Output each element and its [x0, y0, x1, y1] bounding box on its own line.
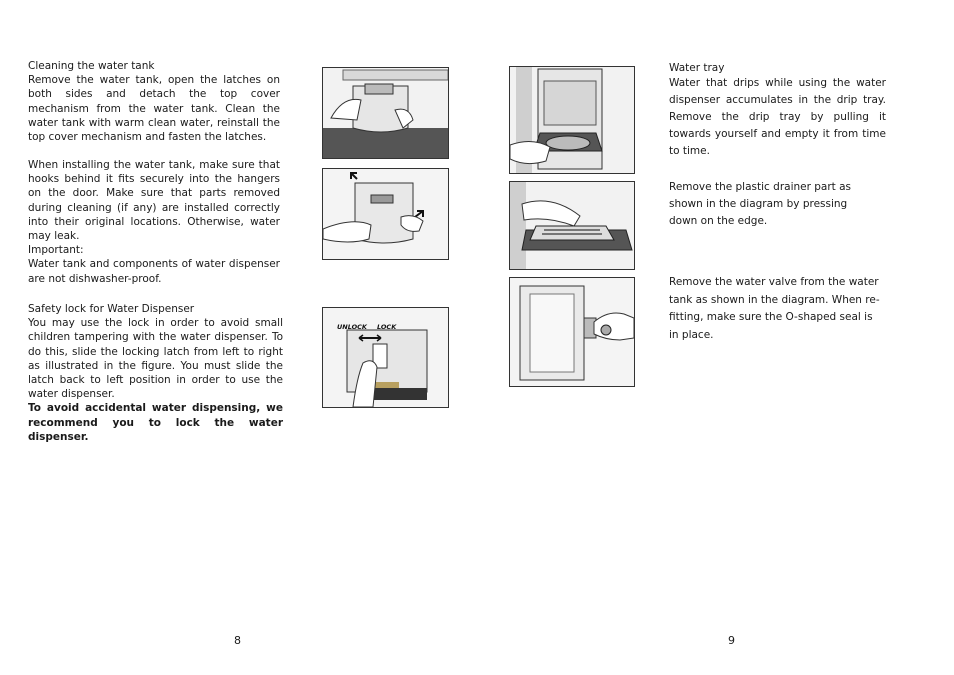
- water-tray-title: Water tray: [669, 62, 725, 74]
- water-valve-figure: [509, 277, 635, 387]
- water-valve-illustration: [510, 278, 634, 386]
- important-label: Important:: [28, 244, 84, 257]
- page-number-left: 8: [234, 634, 241, 647]
- installing-body: When installing the water tank, make sure that hooks behind it fits securely into the hangers on the door. Make sure that parts removed during cleaning (if any) are installed correctly into their original locations. Otherwise, water may leak.: [28, 159, 280, 243]
- cleaning-title: Cleaning the water tank: [28, 60, 155, 72]
- water-tray-body: Water that drips while using the water dispenser accumulates in the drip tray. Remove the drip tray by pulling it towards yourself and empty it from time to time.: [669, 77, 886, 158]
- page-number-right: 9: [728, 634, 735, 647]
- safety-lock-figure: [322, 307, 449, 408]
- tank-latches-illustration: [323, 169, 448, 259]
- valve-section: [669, 274, 881, 344]
- drainer-figure: [509, 181, 635, 270]
- drainer-illustration: [510, 182, 634, 269]
- drainer-body: Remove the plastic drainer part as shown in the diagram by pressing down on the edge.: [669, 181, 852, 227]
- unlock-label: UNLOCK: [337, 323, 367, 331]
- safety-body: You may use the lock in order to avoid small children tampering with the water dispenser. To do this, slide the locking latch from left to right as illustrated in the figure. You must slide the latch back to left position in order to use the water dispenser.: [28, 317, 283, 401]
- lock-label: LOCK: [377, 323, 397, 331]
- important-body: Water tank and components of water dispenser are not dishwasher-proof.: [28, 258, 280, 285]
- safety-warning: To avoid accidental water dispensing, we recommend you to lock the water dispenser.: [28, 402, 283, 443]
- drip-tray-illustration: [510, 67, 634, 173]
- safety-section: [28, 302, 283, 444]
- tank-removal-figure: [322, 67, 449, 159]
- water-tray-section: [669, 61, 886, 160]
- safety-lock-illustration: [323, 308, 448, 407]
- safety-title: Safety lock for Water Dispenser: [28, 303, 195, 315]
- tank-latches-figure: [322, 168, 449, 260]
- installing-section: [28, 158, 280, 286]
- drip-tray-figure: [509, 66, 635, 174]
- drainer-section: [669, 179, 874, 230]
- valve-body: Remove the water valve from the water tank as shown in the diagram. When re-fitting, make sure the O-shaped seal is in place.: [669, 276, 880, 341]
- cleaning-body: Remove the water tank, open the latches on both sides and detach the top cover mechanism from the water tank. Clean the water tank with warm clean water, reinstall the top cover mechanism and fasten the latches.: [28, 74, 280, 144]
- tank-removal-illustration: [323, 68, 448, 158]
- cleaning-section: [28, 59, 280, 144]
